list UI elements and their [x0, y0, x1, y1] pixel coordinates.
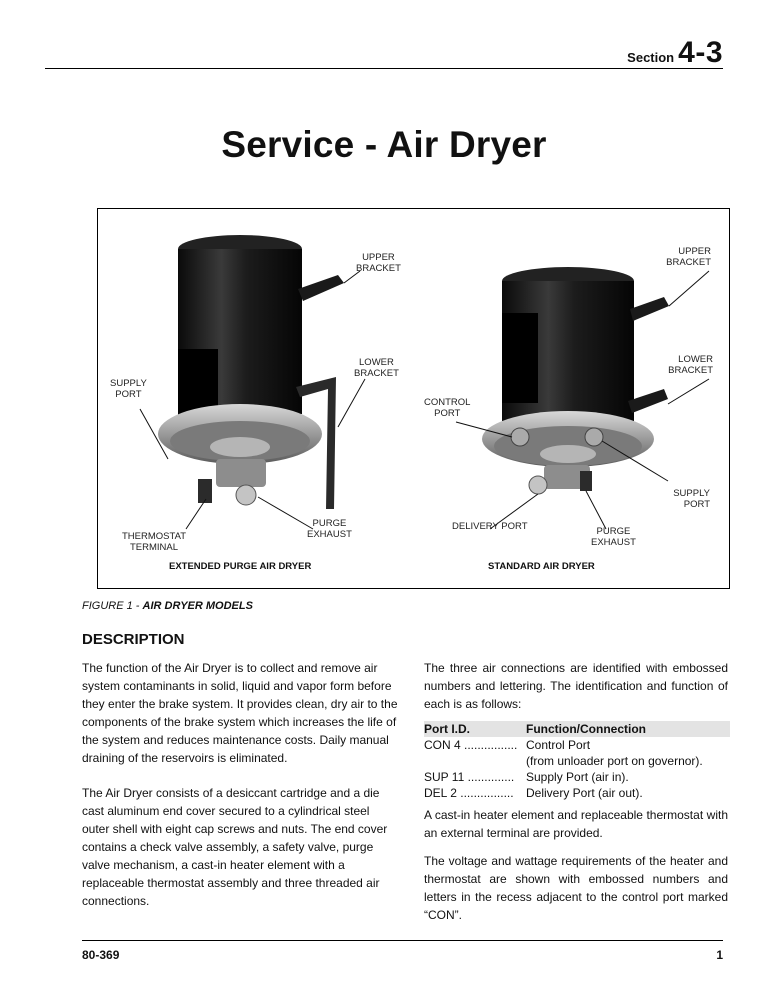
page-title: Service - Air Dryer	[221, 124, 547, 165]
label-extended-purge-air-dryer: EXTENDED PURGE AIR DRYER	[169, 561, 312, 572]
standard-dryer-image	[482, 267, 669, 494]
port-function: (from unloader port on governor).	[526, 754, 703, 768]
ports-col-id-header: Port I.D.	[424, 722, 471, 736]
section-header	[627, 36, 723, 70]
page-number: 1	[716, 948, 723, 962]
callout-delivery-port: DELIVERY PORT	[452, 521, 528, 532]
callout-thermostat-terminal: THERMOSTAT TERMINAL	[122, 531, 187, 553]
port-id: DEL 2 ................	[424, 786, 514, 800]
left-column	[82, 659, 400, 910]
paragraph-function: The function of the Air Dryer is to collect and remove air system contaminants in solid, liquid and vapor form before they enter the brake system. It provides clean, dry air to the components of the brake system which increases the life of the system and reduces maintenance costs. Daily manual draining of the reservoirs is eliminated.	[82, 661, 398, 765]
figure-caption	[82, 600, 253, 612]
figure-title: AIR DRYER MODELS	[142, 600, 253, 612]
port-id: SUP 11 ..............	[424, 770, 515, 784]
section-heading-description: DESCRIPTION	[82, 631, 185, 648]
port-function: Delivery Port (air out).	[526, 786, 643, 800]
callout-supply-port-right: SUPPLY PORT	[673, 488, 710, 510]
callout-purge-exhaust-left: PURGE EXHAUST	[307, 518, 352, 540]
ports-table	[424, 721, 730, 801]
table-row	[424, 785, 730, 801]
figure-air-dryer-models	[97, 208, 730, 589]
port-function: Supply Port (air in).	[526, 770, 629, 784]
document-number: 80-369	[82, 948, 120, 962]
callout-lower-bracket-right: LOWER BRACKET	[668, 354, 713, 376]
paragraph-construction: The Air Dryer consists of a desiccant cartridge and a die cast aluminum end cover secured to a cylindrical steel outer shell with eight cap screws and nuts. The end cover contains a check valve assembly, a safety valve, purge valve mechanism, a cast-in heater element with a replaceable thermostat assembly and three threaded air connections.	[82, 786, 388, 908]
ports-table-header	[424, 721, 730, 737]
port-function: Control Port	[526, 738, 591, 752]
header-rule	[45, 68, 723, 69]
paragraph-connections: The three air connections are identified with embossed numbers and lettering. The identification and function of each is as follows:	[424, 661, 728, 711]
table-row	[424, 737, 730, 753]
section-label: Section	[627, 50, 675, 65]
callout-control-port: CONTROL PORT	[424, 397, 471, 419]
callout-purge-exhaust-right: PURGE EXHAUST	[591, 526, 636, 548]
right-column	[424, 659, 728, 924]
callout-supply-port-left: SUPPLY PORT	[110, 378, 147, 400]
paragraph-heater: A cast-in heater element and replaceable thermostat with an external terminal are provided.	[424, 808, 728, 840]
label-standard-air-dryer: STANDARD AIR DRYER	[488, 561, 595, 572]
section-number: 4-3	[678, 36, 723, 69]
extended-purge-dryer-image	[158, 235, 344, 509]
port-id: CON 4 ................	[424, 738, 518, 752]
callout-upper-bracket-left: UPPER BRACKET	[356, 252, 401, 274]
figure-number: FIGURE 1 -	[82, 600, 143, 612]
paragraph-voltage: The voltage and wattage requirements of the heater and thermostat are shown with embossed numbers and letters in the recess adjacent to the control port marked “CON”.	[424, 854, 728, 922]
callout-lower-bracket-left: LOWER BRACKET	[354, 357, 399, 379]
footer-rule	[82, 940, 723, 941]
ports-col-function-header: Function/Connection	[526, 722, 646, 736]
table-row	[424, 753, 730, 769]
callout-upper-bracket-right: UPPER BRACKET	[666, 246, 711, 268]
table-row	[424, 769, 730, 785]
